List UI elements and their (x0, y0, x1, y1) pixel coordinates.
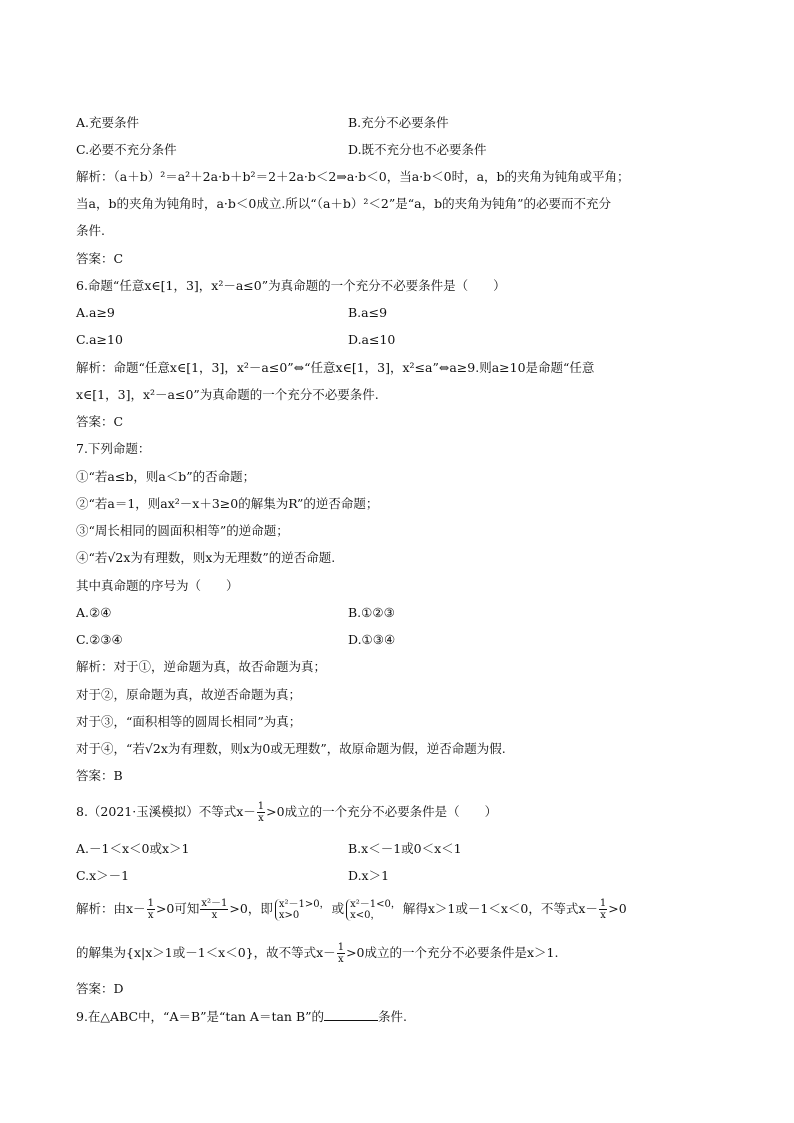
q8-analysis-line2: 的解集为{x|x＞1或－1＜x＜0}，故不等式x－ $\frac{1}{x}$ >0成立的一个充分不必要条件是x＞1. (76, 942, 559, 965)
q5-analysis-line2: 当a，b的夹角为钝角时，a·b＜0成立.所以“（a＋b）²＜2”是“a，b的夹角为钝角”的必要而不充分 (76, 196, 611, 211)
q8-options-row1 (76, 840, 462, 858)
fraction-one-over-x: $\frac{1}{x}$ (147, 898, 154, 921)
fraction-one-over-x: $\frac{1}{x}$ (257, 801, 265, 824)
q7-option-b: B.①②③ (348, 605, 395, 620)
q5-analysis-line1: 解析：（a＋b）²＝a²＋2a·b＋b²＝2＋2a·b＜2⇒a·b＜0，当a·b＜0时，a，b的夹角为钝角或平角； (76, 169, 630, 184)
q8-option-a: A.－1＜x＜0或x＞1 (76, 841, 190, 856)
q5-analysis-line3: 条件. (76, 223, 105, 238)
q7-options-row1 (76, 604, 395, 622)
q6-option-b: B.a≤9 (348, 305, 388, 320)
q6-option-a: A.a≥9 (76, 305, 115, 320)
q8-options-row2 (76, 867, 390, 885)
q5-options-row2 (76, 141, 487, 159)
system-brace-1: x²－1>0， x>0 (275, 899, 330, 921)
q8-option-c: C.x＞－1 (76, 868, 130, 883)
answer-blank[interactable] (324, 1008, 378, 1021)
sqrt2-symbol: √2 (107, 550, 124, 565)
q6-analysis-line2: x∈[1，3]，x²－a≤0”为真命题的一个充分不必要条件. (76, 387, 379, 402)
q7-analysis-2: 对于②，原命题为真，故逆否命题为真； (76, 687, 302, 702)
q6-stem: 6.命题“任意x∈[1，3]，x²－a≤0”为真命题的一个充分不必要条件是（ ） (76, 278, 506, 293)
q5-options-row1 (76, 114, 449, 132)
q6-option-d: D.a≤10 (348, 332, 396, 347)
q6-answer: 答案：C (76, 414, 124, 429)
q7-options-row2 (76, 631, 396, 649)
q5-option-c: C.必要不充分条件 (76, 142, 177, 157)
q8-analysis-line1: 解析：由x－ $\frac{1}{x}$ >0可知 $\frac{\text{x²－1}}{x}$ >0，即 x²－1>0， x>0 或 x²－1<0， x<0， 解得x＞1或－1＜x＜0，不等式x－ $\frac{1}{x}$ >0 (76, 898, 627, 921)
sqrt2-symbol: √2 (144, 741, 161, 756)
q8-stem: 8.（2021·玉溪模拟）不等式x－ $\frac{1}{x}$ >0成立的一个充分不必要条件是（ ） (76, 801, 498, 824)
fraction-one-over-x: $\frac{1}{x}$ (337, 942, 345, 965)
q5-answer: 答案：C (76, 251, 124, 266)
q7-analysis-1: 解析：对于①，逆命题为真，故否命题为真； (76, 659, 327, 674)
q7-item-2: ②“若a＝1，则ax²－x＋3≥0的解集为R”的逆否命题； (76, 496, 379, 511)
q5-option-b: B.充分不必要条件 (348, 115, 449, 130)
q6-option-c: C.a≥10 (76, 332, 123, 347)
system-brace-2: x²－1<0， x<0， (346, 899, 401, 921)
q7-item-3: ③“周长相同的圆面积相等”的逆命题； (76, 523, 289, 538)
q7-option-d: D.①③④ (348, 632, 396, 647)
q7-answer: 答案：B (76, 768, 123, 783)
q7-analysis-3: 对于③，“面积相等的圆周长相同”为真； (76, 714, 302, 729)
q7-option-c: C.②③④ (76, 632, 123, 647)
q7-stem: 7.下列命题： (76, 441, 151, 456)
q7-option-a: A.②④ (76, 605, 112, 620)
q7-ask: 其中真命题的序号为（ ） (76, 578, 239, 593)
q9-stem: 9.在△ABC中，“A＝B”是“tan A＝tan B”的 条件. (76, 1009, 408, 1024)
fraction-one-over-x: $\frac{1}{x}$ (599, 898, 607, 921)
q7-analysis-4: 对于④，“若√2x为有理数，则x为0或无理数”，故原命题为假，逆否命题为假. (76, 741, 506, 756)
q6-options-row2 (76, 331, 396, 349)
q5-option-d: D.既不充分也不必要条件 (348, 142, 487, 157)
q7-item-1: ①“若a≤b，则a＜b”的否命题； (76, 469, 256, 484)
q8-answer: 答案：D (76, 981, 124, 996)
fraction-x2-minus-1-over-x: $\frac{\text{x²－1}}{x}$ (201, 898, 228, 921)
q6-options-row1 (76, 304, 388, 322)
q6-analysis-line1: 解析：命题“任意x∈[1，3]，x²－a≤0”⇔“任意x∈[1，3]，x²≤a”⇔a≥9.则a≥10是命题“任意 (76, 360, 595, 375)
q8-option-b: B.x＜－1或0＜x＜1 (348, 841, 462, 856)
q7-item-4: ④“若√2x为有理数，则x为无理数”的逆否命题. (76, 550, 336, 565)
q8-option-d: D.x＞1 (348, 868, 390, 883)
q5-option-a: A.充要条件 (76, 115, 140, 130)
